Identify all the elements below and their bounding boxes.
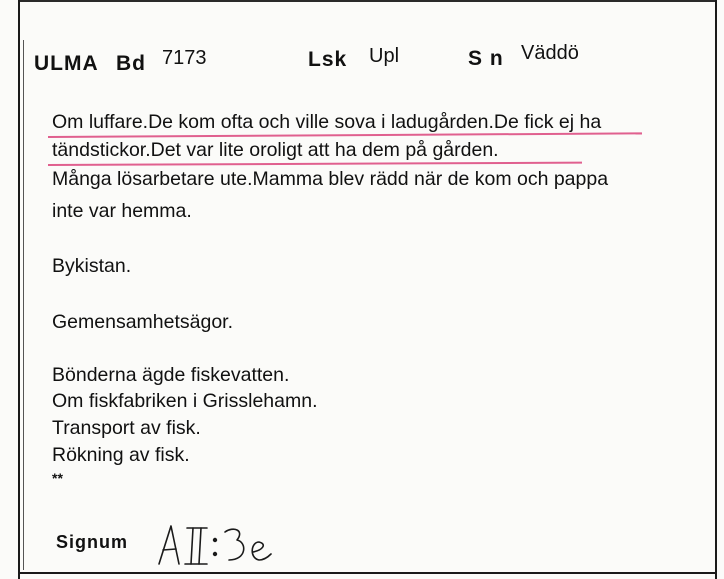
card-left-inner-edge [23,40,24,570]
text-line-4: inte var hemma. [52,200,192,222]
text-line-8: Om fiskfabriken i Grisslehamn. [52,390,318,412]
text-line-3: Många lösarbetare ute.Mamma blev rädd när de kom och pappa [52,168,609,190]
highlight-underline-2 [48,162,582,166]
card-top-edge [18,0,716,2]
lsk-value: Upl [369,45,400,67]
lsk-label: Lsk [308,48,348,71]
sn-value: Väddö [521,42,579,64]
bd-value: 7173 [162,47,207,69]
text-line-9: Transport av fisk. [52,417,201,439]
text-line-7: Bönderna ägde fiskevatten. [52,364,290,386]
text-line-1: Om luffare.De kom ofta och ville sova i ladugården.De fick ej ha [52,111,602,133]
card-bottom-edge [18,572,716,574]
text-line-11: ** [52,470,63,486]
text-line-10: Rökning av fisk. [52,444,190,466]
text-line-5: Bykistan. [52,255,132,277]
sn-label: S n [468,47,504,70]
signum-label: Signum [56,532,128,552]
signum-handwritten-stamp [155,520,275,570]
bd-label: Bd [116,52,146,75]
text-line-2: tändstickor.Det var lite oroligt att ha dem på gården. [52,139,499,161]
text-line-6: Gemensamhetsägor. [52,311,234,333]
card-left-edge [18,0,20,579]
card-right-edge [715,0,717,579]
archive-label: ULMA [34,52,99,75]
